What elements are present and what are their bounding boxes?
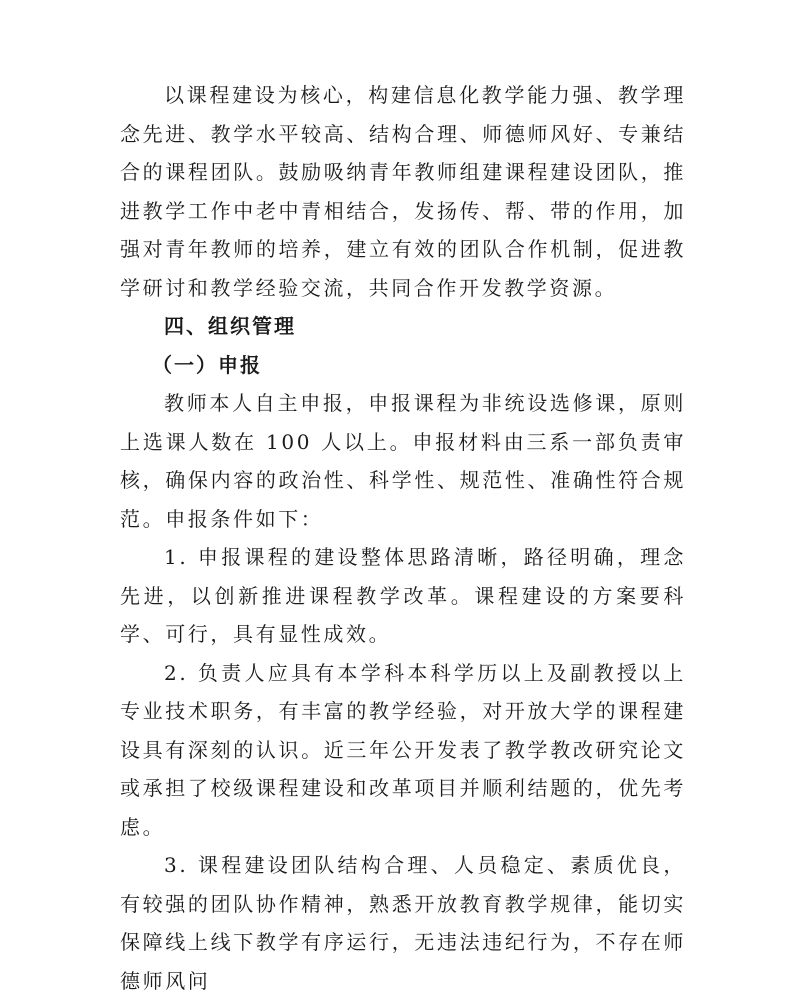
list-item-2: 2. 负责人应具有本学科本科学历以上及副教授以上专业技术职务，有丰富的教学经验，对开放大学的课程建设具有深刻的认识。近三年公开发表了教学教改研究论文或承担了校级课程建设和改革项目并顺利结题的，优先考虑。 — [120, 660, 686, 839]
list-item-1: 1. 申报课程的建设整体思路清晰，路径明确，理念先进，以创新推进课程教学改革。课程建设的方案要科学、可行，具有显性成效。 — [120, 545, 686, 646]
document-body — [120, 76, 686, 1000]
section-heading: 四、组织管理 — [164, 314, 296, 338]
list-item-3: 3. 课程建设团队结构合理、人员稳定、素质优良，有较强的团队协作精神，熟悉开放教育教学规律，能切实保障线上线下教学有序运行，无违法违纪行为，不存在师德师风问 — [120, 853, 686, 993]
paragraph-application: 教师本人自主申报，申报课程为非统设选修课，原则上选课人数在 100 人以上。申报材料由三系一部负责审核，确保内容的政治性、科学性、规范性、准确性符合规范。申报条件如下： — [120, 391, 686, 531]
subsection-heading: （一）申报 — [152, 352, 262, 377]
paragraph-course-team: 以课程建设为核心，构建信息化教学能力强、教学理念先进、教学水平较高、结构合理、师德师风好、专兼结合的课程团队。鼓励吸纳青年教师组建课程建设团队，推进教学工作中老中青相结合，发扬传、帮、带的作用，加强对青年教师的培养，建立有效的团队合作机制，促进教学研讨和教学经验交流，共同合作开发教学资源。 — [120, 83, 686, 300]
